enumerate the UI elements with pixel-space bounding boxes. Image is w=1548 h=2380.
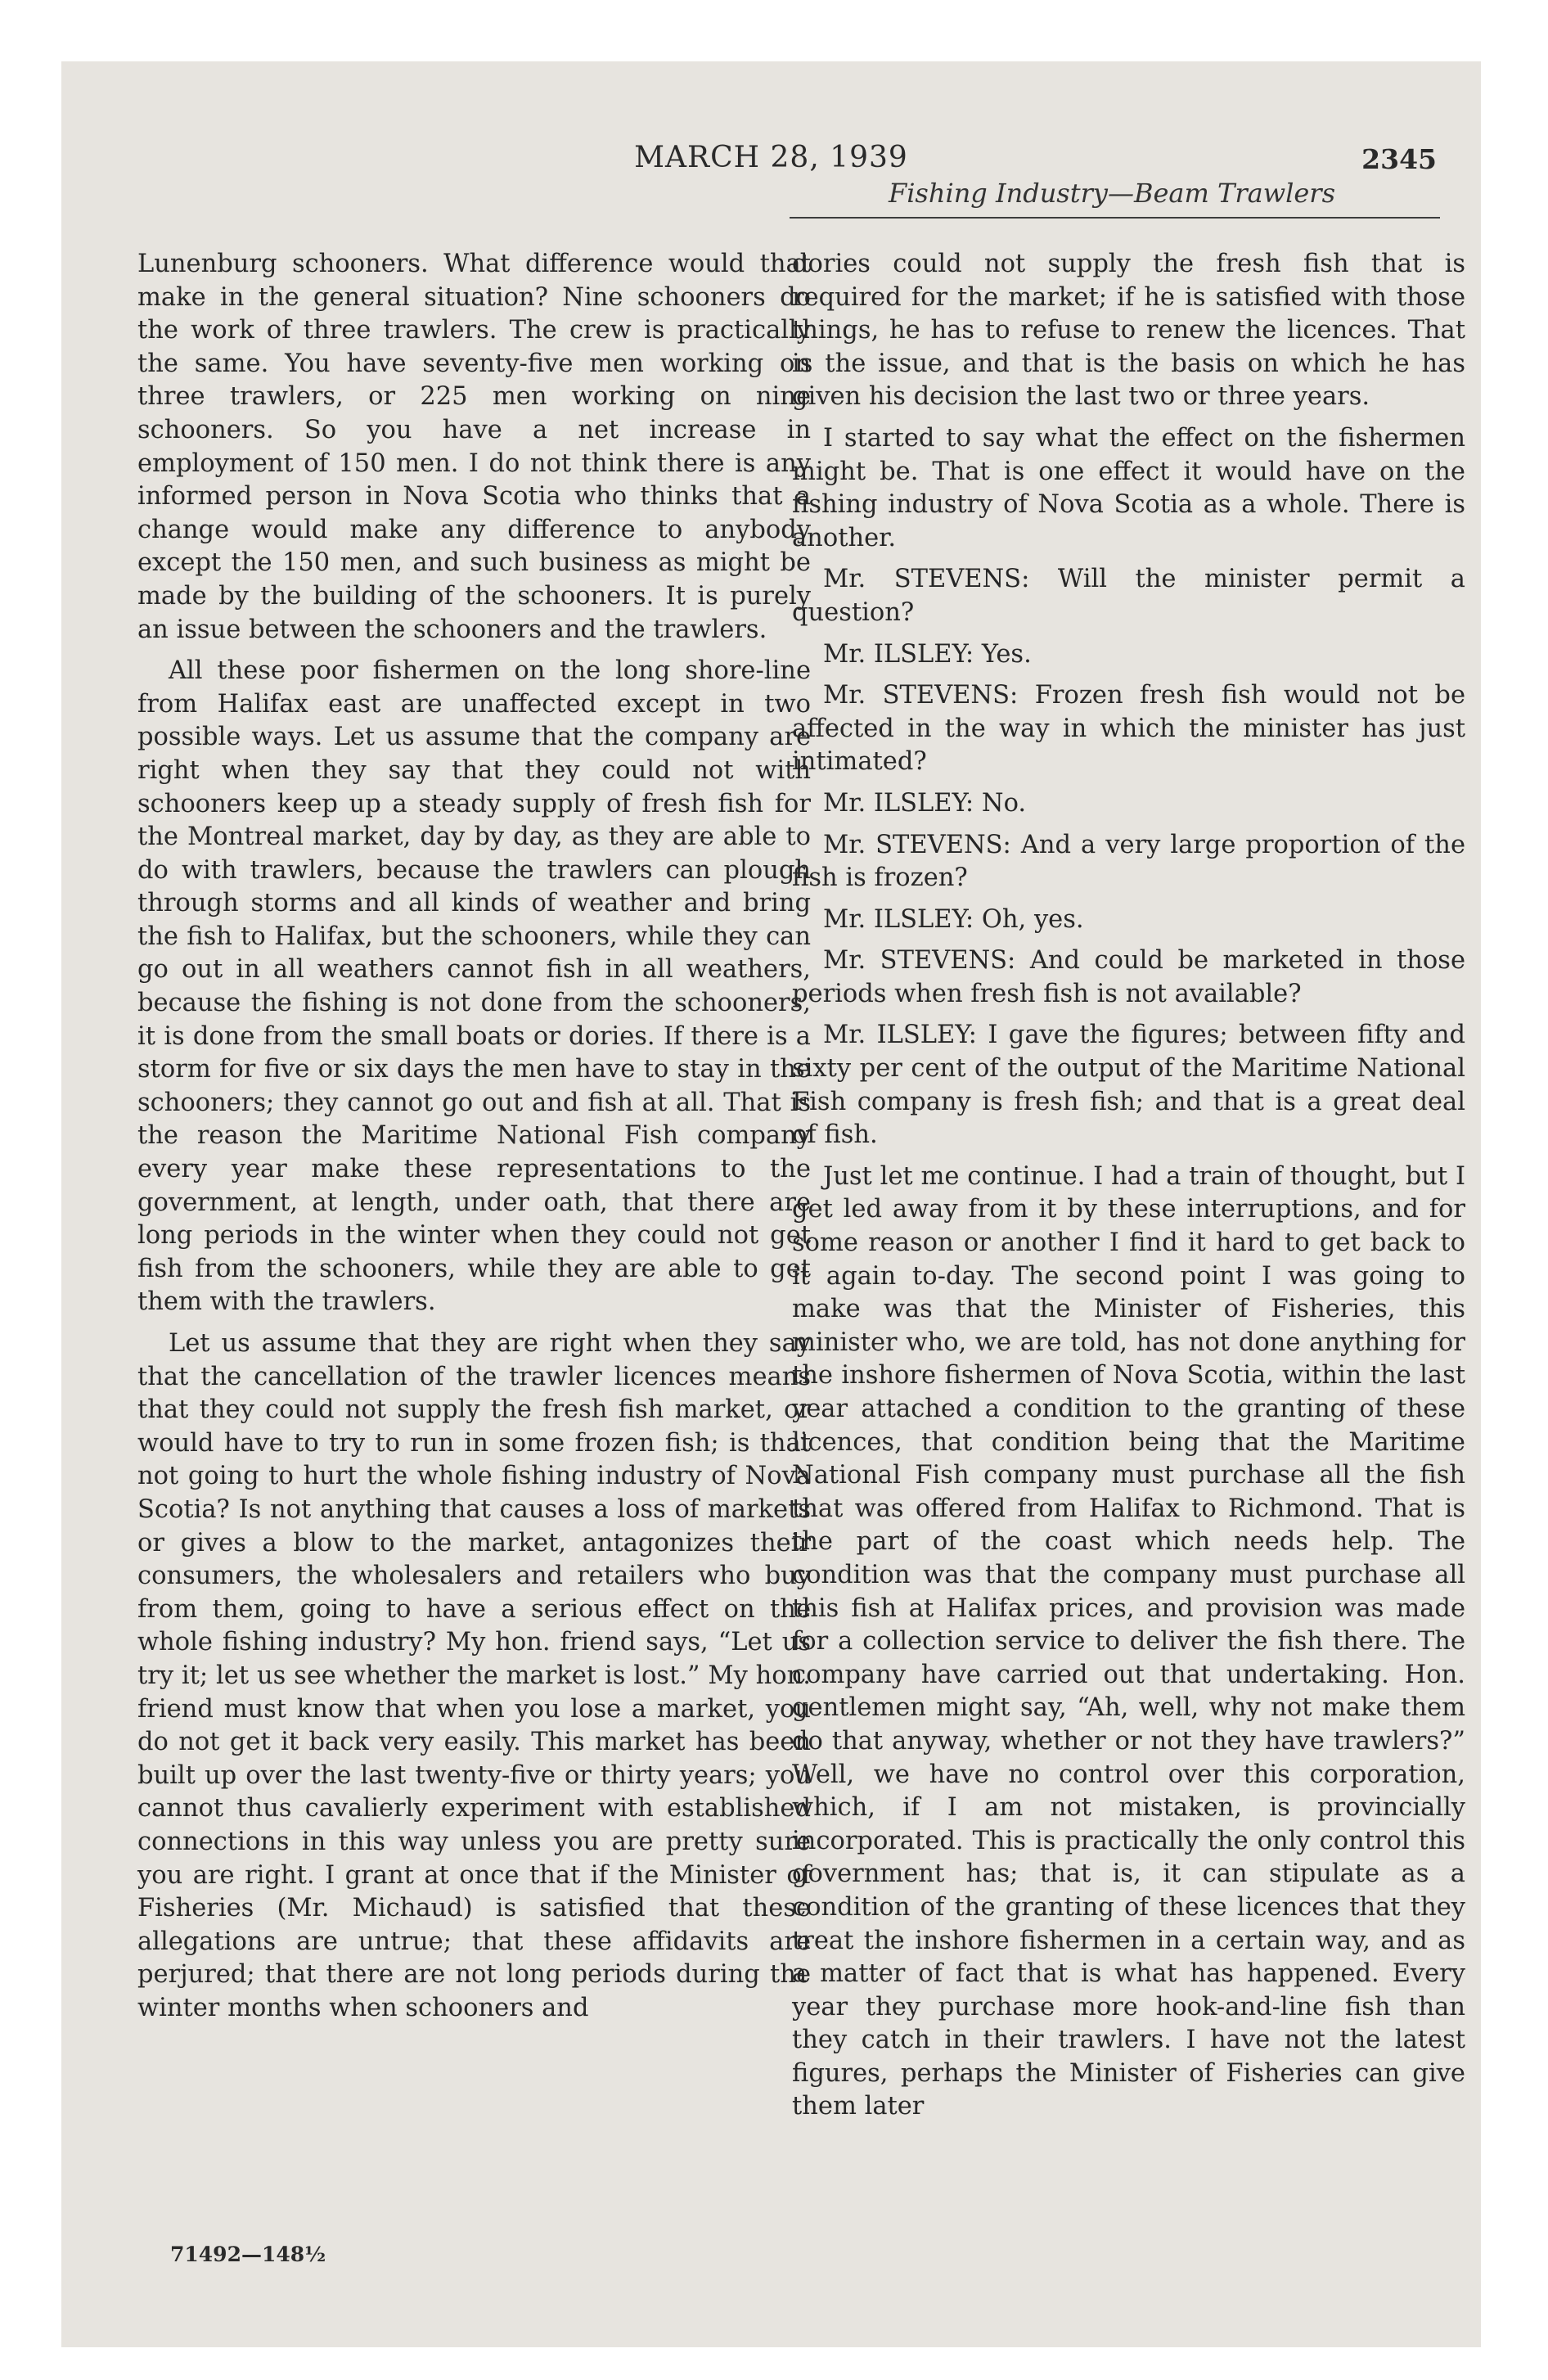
paragraph: I started to say what the effect on the fishermen might be. That is one effect it would have on the fishing industry of Nova Scotia as a whole. There is another.	[792, 423, 1465, 552]
page-number: 2345	[1361, 143, 1437, 175]
paragraph: Just let me continue. I had a train of thought, but I get led away from it by these interruptions, and for some reason or another I find it hard to get back to it again to-day. The second point I was going to make was that the Minister of Fisheries, this minister who, we are told, has not done anything for the inshore fishermen of Nova Scotia, within the last year attached a condition to the granting of these licences, that condition being that the Maritime National Fish company must purchase all the fish that was offered from Halifax to Richmond. That is the part of the coast which needs help. The condition was that the company must purchase all this fish at Halifax prices, and provision was made for a collection service to deliver the fish there. The company have carried out that undertaking. Hon. gentlemen might say, “Ah, well, why not make them do that anyway, whether or not they have trawlers?” Well, we have no control over this corporation, which, if I am not mistaken, is provincially incorporated. This is practically the only control this government has; that is, it can stipulate as a condition of the granting of these licences that they treat the inshore fishermen in a certain way, and as a matter of fact that is what has happened. Every year they purchase more hook-and-line fish than they catch in their trawlers. I have not the latest figures, perhaps the Minister of Fisheries can give them later	[792, 1161, 1465, 2121]
running-head-subject: Fishing Industry—Beam Trawlers	[888, 178, 1335, 209]
paragraph: dories could not supply the fresh fish that is required for the market; if he is satisfied with those things, he has to refuse to renew the licences. That is the issue, and that is the basis on which he has given his decision the last two or three years.	[792, 250, 1465, 412]
paragraph: Let us assume that they are right when they say that the cancellation of the trawler licences means that they could not supply the fresh fish market, or would have to try to run in some frozen fish; is that not going to hurt the whole fishing industry of Nova Scotia? Is not anything that causes a loss of markets or gives a blow to the market, antagonizes their consumers, the wholesalers and retailers who buy from them, going to have a serious effect on the whole fishing industry? My hon. friend says, “Let us try it; let us see whether the market is lost.” My hon. friend must know that when you lose a market, you do not get it back very easily. This market has been built up over the last twenty-five or thirty years; you cannot thus cavalierly experiment with established connections in this way unless you are pretty sure you are right. I grant at once that if the Minister of Fisheries (Mr. Michaud) is satisfied that these allegations are untrue; that these affidavits are perjured; that there are not long periods during the winter months when schooners and	[137, 1329, 811, 2022]
speaker-line: Mr. ILSLEY: Oh, yes.	[823, 904, 1084, 934]
speaker-line: Mr. STEVENS: And could be marketed in those periods when fresh fish is not available?	[792, 946, 1465, 1008]
left-column	[137, 248, 811, 2025]
header-rule	[790, 217, 1440, 219]
speaker-line: Mr. ILSLEY: Yes.	[823, 639, 1032, 669]
speaker-line: Mr. ILSLEY: No.	[823, 788, 1027, 818]
speaker-line: Mr. ILSLEY: I gave the figures; between fifty and sixty per cent of the output of the Maritime National Fish company is fresh fish; and that is a great deal of fish.	[792, 1021, 1465, 1150]
speaker-line: Mr. STEVENS: Will the minister permit a question?	[792, 565, 1465, 627]
speaker-line: Mr. STEVENS: And a very large proportion of the fish is frozen?	[792, 830, 1465, 893]
printer-code: 71492—148½	[170, 2243, 326, 2266]
scanned-page	[61, 61, 1481, 2347]
right-column	[792, 248, 1465, 2124]
paragraph: All these poor fishermen on the long shore-line from Halifax east are unaffected except in two possible ways. Let us assume that the company are right when they say that they could not with schooners keep up a steady supply of fresh fish for the Montreal market, day by day, as they are able to do with trawlers, because the trawlers can plough through storms and all kinds of weather and bring the fish to Halifax, but the schooners, while they can go out in all weathers cannot fish in all weathers, because the fishing is not done from the schooners, it is done from the small boats or dories. If there is a storm for five or six days the men have to stay in the schooners; they cannot go out and fish at all. That is the reason the Maritime National Fish company every year make these representations to the government, at length, under oath, that there are long periods in the winter when they could not get fish from the schooners, while they are able to get them with the trawlers.	[137, 656, 811, 1317]
speaker-line: Mr. STEVENS: Frozen fresh fish would not be affected in the way in which the minister has just intimated?	[792, 681, 1465, 777]
header-date: MARCH 28, 1939	[634, 141, 908, 174]
paragraph: Lunenburg schooners. What difference would that make in the general situation? Nine schooners do the work of three trawlers. The crew is practically the same. You have seventy-five men working on three trawlers, or 225 men working on nine schooners. So you have a net increase in employment of 150 men. I do not think there is any informed person in Nova Scotia who thinks that a change would make any difference to anybody except the 150 men, and such business as might be made by the building of the schooners. It is purely an issue between the schooners and the trawlers.	[137, 250, 811, 644]
